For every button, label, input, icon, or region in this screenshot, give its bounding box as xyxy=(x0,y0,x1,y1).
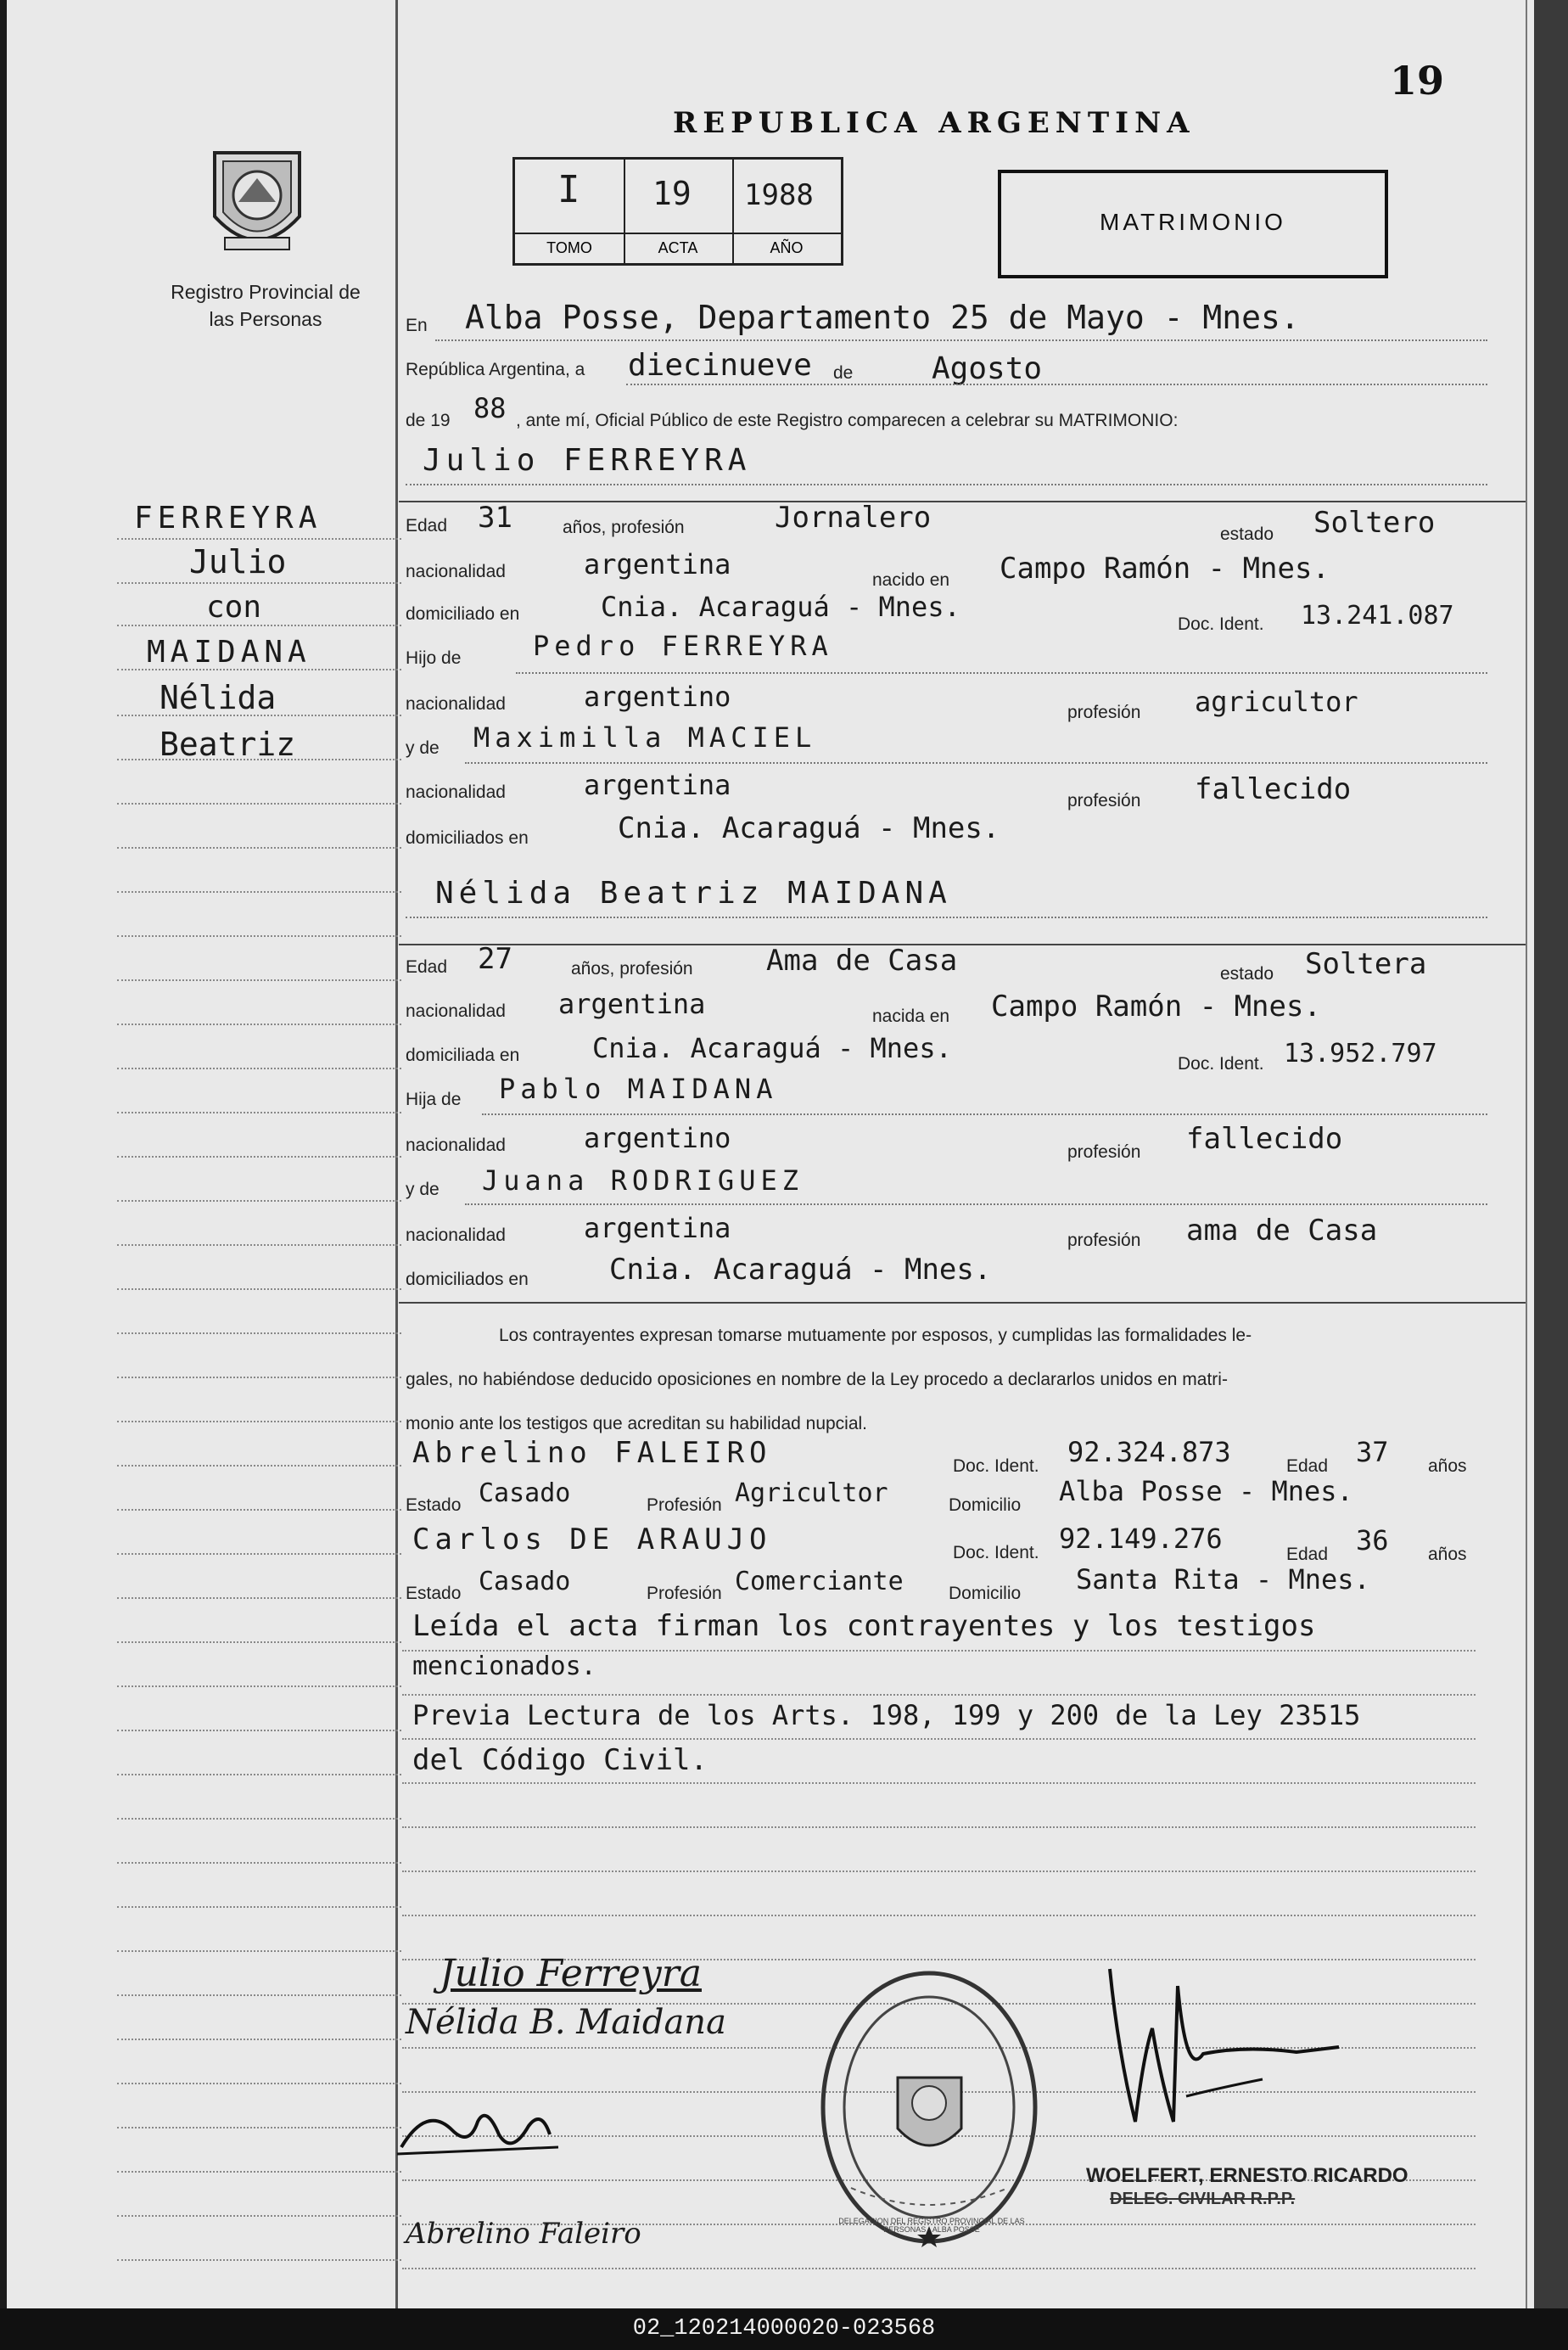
bride-profession: Ama de Casa xyxy=(766,944,958,978)
label-witness-2-age: Edad xyxy=(1286,1545,1329,1564)
groom-born-in: Campo Ramón - Mnes. xyxy=(1000,552,1330,586)
label-witness-1-doc: Doc. Ident. xyxy=(953,1456,1039,1476)
label-bride-civil-state: estado xyxy=(1220,964,1274,984)
bride-mother-profession: ama de Casa xyxy=(1186,1214,1378,1248)
label-groom-father: Hijo de xyxy=(406,648,462,668)
label-groom-father-profession: profesión xyxy=(1067,703,1141,722)
groom-father: Pedro FERREYRA xyxy=(533,630,833,662)
label-witness-1-age: Edad xyxy=(1286,1456,1329,1476)
groom-civil-state: Soltero xyxy=(1313,506,1436,540)
bride-nationality: argentina xyxy=(558,988,706,1020)
groom-mother: Maximilla MACIEL xyxy=(473,721,817,754)
registry-oval-stamp xyxy=(817,1967,1042,2247)
bride-mother: Juana RODRIGUEZ xyxy=(482,1164,804,1197)
witness-2-profession: Comerciante xyxy=(735,1567,904,1596)
label-bride-born-in: nacida en xyxy=(872,1007,950,1026)
label-bride-father: Hija de xyxy=(406,1090,462,1109)
signature-groom: Julio Ferreyra xyxy=(440,1952,702,1995)
declaration-line-1: Los contrayentes expresan tomarse mutuamente por esposos, y cumplidas las formalidades le- xyxy=(499,1326,1252,1345)
signature-witness-1: Abrelino Faleiro xyxy=(406,2217,641,2251)
scan-id: 02_120214000020-023568 xyxy=(632,2316,936,2342)
label-groom-father-nationality: nacionalidad xyxy=(406,694,506,714)
bride-father-profession: fallecido xyxy=(1186,1122,1343,1156)
label-witness-2-years: años xyxy=(1428,1545,1467,1564)
label-bride-address: domiciliada en xyxy=(406,1046,520,1065)
label-groom-mother-nationality: nacionalidad xyxy=(406,782,506,802)
bride-age: 27 xyxy=(478,942,512,976)
groom-address: Cnia. Acaraguá - Mnes. xyxy=(601,591,960,623)
label-groom-age: Edad xyxy=(406,516,448,536)
label-groom-mother-profession: profesión xyxy=(1067,791,1141,810)
right-border xyxy=(1526,0,1527,2308)
acta-label: ACTA xyxy=(624,233,732,257)
label-bride-parents-address: domiciliados en xyxy=(406,1270,529,1289)
groom-parents-address: Cnia. Acaraguá - Mnes. xyxy=(618,811,1000,845)
bride-civil-state: Soltera xyxy=(1305,947,1427,981)
day-value: diecinueve xyxy=(628,348,812,383)
act-type-label: MATRIMONIO xyxy=(1100,209,1286,235)
bride-mother-nationality: argentina xyxy=(584,1212,731,1244)
province-coat-of-arms xyxy=(198,136,316,263)
bride-address: Cnia. Acaraguá - Mnes. xyxy=(592,1032,952,1064)
scan-id-bar xyxy=(0,2308,1568,2350)
official-title: DELEG. CIVILAR R.P.P. xyxy=(1110,2190,1296,2208)
bride-father: Pablo MAIDANA xyxy=(499,1073,778,1105)
groom-father-profession: agricultor xyxy=(1195,686,1358,718)
groom-mother-nationality: argentina xyxy=(584,769,731,801)
official-name: WOELFERT, ERNESTO RICARDO xyxy=(1086,2164,1408,2187)
book-spine-edge xyxy=(1534,0,1568,2308)
witness-1-doc: 92.324.873 xyxy=(1067,1436,1231,1468)
note-line-1: Leída el acta firman los contrayentes y los testigos xyxy=(412,1609,1316,1643)
label-witness-2-doc: Doc. Ident. xyxy=(953,1543,1039,1562)
witness-2-doc: 92.149.276 xyxy=(1059,1523,1223,1555)
label-ante-mi: , ante mí, Oficial Público de este Registro comparecen a celebrar su MATRIMONIO: xyxy=(516,411,1179,430)
label-witness-1-address: Domicilio xyxy=(949,1495,1022,1515)
declaration-line-3: monio ante los testigos que acreditan su habilidad nupcial. xyxy=(406,1414,868,1433)
label-republica: República Argentina, a xyxy=(406,360,585,379)
year-suffix: 88 xyxy=(473,392,507,424)
page-number: 19 xyxy=(1390,58,1445,104)
bride-born-in: Campo Ramón - Mnes. xyxy=(991,990,1321,1024)
margin-surname-groom: FERREYRA xyxy=(134,501,322,536)
margin-divider xyxy=(395,0,398,2308)
place-value: Alba Posse, Departamento 25 de Mayo - Mnes. xyxy=(465,299,1300,336)
label-groom-doc: Doc. Ident. xyxy=(1178,614,1264,634)
label-groom-nationality: nacionalidad xyxy=(406,562,506,581)
witness-2-address: Santa Rita - Mnes. xyxy=(1076,1563,1370,1596)
margin-name-bride: Nélida xyxy=(160,679,277,716)
label-bride-nationality: nacionalidad xyxy=(406,1001,506,1021)
margin-surname-bride: MAIDANA xyxy=(147,635,311,670)
label-year-prefix: de 19 xyxy=(406,411,451,430)
witness-1-state: Casado xyxy=(479,1478,571,1508)
label-witness-2-state: Estado xyxy=(406,1584,462,1603)
label-groom-address: domiciliado en xyxy=(406,604,520,624)
note-line-3: Previa Lectura de los Arts. 198, 199 y 200 de la Ley 23515 xyxy=(412,1699,1361,1731)
bride-full-name: Nélida Beatriz MAIDANA xyxy=(435,876,952,911)
record-number-box xyxy=(512,157,843,266)
label-witness-1-profession: Profesión xyxy=(647,1495,722,1515)
witness-2-state: Casado xyxy=(479,1567,571,1596)
label-groom-born-in: nacido en xyxy=(872,570,950,590)
label-groom-civil-state: estado xyxy=(1220,524,1274,544)
country-title: REPUBLICA ARGENTINA xyxy=(673,106,1196,140)
tomo-value: I xyxy=(557,168,580,211)
label-en: En xyxy=(406,316,428,335)
groom-father-nationality: argentino xyxy=(584,681,731,713)
label-bride-doc: Doc. Ident. xyxy=(1178,1054,1264,1074)
note-line-2: mencionados. xyxy=(412,1652,596,1681)
label-witness-2-profession: Profesión xyxy=(647,1584,722,1603)
label-witness-1-years: años xyxy=(1428,1456,1467,1476)
witness-1-address: Alba Posse - Mnes. xyxy=(1059,1475,1353,1507)
label-bride-mother-profession: profesión xyxy=(1067,1231,1141,1250)
bride-father-nationality: argentino xyxy=(584,1122,731,1154)
groom-age: 31 xyxy=(478,501,512,535)
margin-name-groom: Julio xyxy=(189,543,287,580)
groom-nationality: argentina xyxy=(584,548,731,580)
label-groom-years-profession: años, profesión xyxy=(563,518,685,537)
groom-profession: Jornalero xyxy=(775,501,932,535)
margin-second-name-bride: Beatriz xyxy=(160,726,296,763)
signature-bride: Nélida B. Maidana xyxy=(406,2003,726,2042)
ano-label: AÑO xyxy=(732,233,841,257)
label-bride-father-nationality: nacionalidad xyxy=(406,1136,506,1155)
bride-doc: 13.952.797 xyxy=(1284,1039,1437,1068)
label-bride-father-profession: profesión xyxy=(1067,1142,1141,1162)
declaration xyxy=(406,1314,1479,1446)
witness-1-profession: Agricultor xyxy=(735,1478,888,1508)
label-groom-parents-address: domiciliados en xyxy=(406,828,529,848)
witness-2-name: Carlos DE ARAUJO xyxy=(412,1523,772,1556)
tomo-label: TOMO xyxy=(515,233,624,257)
signature-witness-2-scrawl xyxy=(393,2096,563,2164)
act-type-box xyxy=(998,170,1388,278)
declaration-line-2: gales, no habiéndose deducido oposiciones en nombre de la Ley procedo a declararlos unidos en matri- xyxy=(406,1370,1228,1389)
label-witness-1-state: Estado xyxy=(406,1495,462,1515)
registry-name: Registro Provincial de las Personas xyxy=(171,281,361,330)
label-groom-mother: y de xyxy=(406,738,440,758)
label-de-month: de xyxy=(833,363,854,383)
label-witness-2-address: Domicilio xyxy=(949,1584,1022,1603)
bride-parents-address: Cnia. Acaraguá - Mnes. xyxy=(609,1253,992,1287)
acta-value: 19 xyxy=(652,175,692,212)
ano-value: 1988 xyxy=(744,178,814,212)
groom-doc: 13.241.087 xyxy=(1301,601,1454,631)
note-line-4: del Código Civil. xyxy=(412,1743,708,1777)
witness-2-age: 36 xyxy=(1356,1524,1389,1556)
margin-conjunction: con xyxy=(206,590,262,625)
official-signature-scrawl xyxy=(1093,1952,1347,2147)
month-value: Agosto xyxy=(932,351,1043,386)
label-bride-age: Edad xyxy=(406,957,448,977)
label-bride-mother-nationality: nacionalidad xyxy=(406,1225,506,1245)
witness-1-name: Abrelino FALEIRO xyxy=(412,1436,772,1470)
stamp-text: DELEGACION DEL REGISTRO PROVINCIAL DE LAS PERSONAS · ALBA POSSE xyxy=(838,2217,1025,2234)
document-page xyxy=(7,0,1534,2308)
label-bride-years-profession: años, profesión xyxy=(571,959,693,979)
witness-1-age: 37 xyxy=(1356,1436,1389,1468)
label-bride-mother: y de xyxy=(406,1180,440,1199)
groom-mother-profession: fallecido xyxy=(1195,772,1352,806)
groom-full-name: Julio FERREYRA xyxy=(423,443,752,478)
